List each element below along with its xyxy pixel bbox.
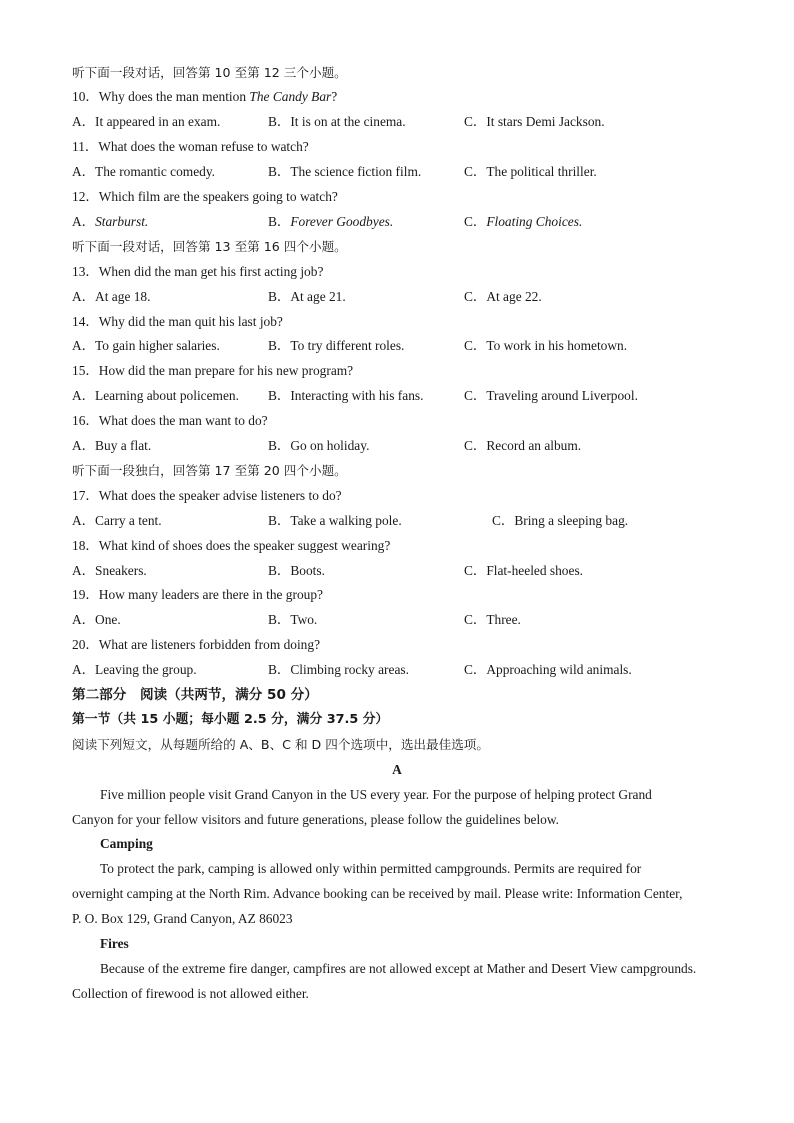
option-b: B．To try different roles.	[268, 338, 405, 354]
question-text: 12．Which film are the speakers going to watch?	[72, 189, 338, 204]
option-a: A．The romantic comedy.	[72, 164, 216, 180]
option-text: Forever Goodbyes.	[290, 213, 394, 229]
instruction-text: 听下面一段对话，回答第 10 至第 12 三个小题。	[72, 64, 347, 80]
option-a: A．Carry a tent.	[72, 512, 162, 528]
question-stem	[72, 487, 754, 505]
question-text: 13．When did the man get his first acting job?	[72, 263, 324, 279]
option-letter: A．	[72, 213, 96, 229]
passage-text: Canyon for your fellow visitors and future generations, please follow the guidelines below.	[72, 811, 560, 827]
option-c: C．The political thriller.	[464, 164, 597, 180]
passage-text: Five million people visit Grand Canyon in the US every year. For the purpose of helping protect Grand	[100, 786, 652, 802]
question-text: 18．What kind of shoes does the speaker suggest wearing?	[72, 537, 391, 553]
question-stem	[72, 88, 754, 106]
option-a: A．It appeared in an exam.	[72, 114, 221, 130]
instruction-text: 听下面一段对话，回答第 13 至第 16 四个小题。	[72, 238, 347, 254]
option-b: B．Take a walking pole.	[268, 512, 402, 528]
instruction-text: 听下面一段独白，回答第 17 至第 20 四个小题。	[72, 462, 347, 478]
passage-text: To protect the park, camping is allowed only within permitted campgrounds. Permits are required for	[100, 861, 642, 877]
option-b: B．At age 21.	[268, 288, 346, 304]
question-text: 15．How did the man prepare for his new program?	[72, 363, 354, 379]
option-c: C．Record an album.	[464, 438, 582, 453]
passage-subtitle: Camping	[100, 836, 153, 852]
question-text: 17．What does the speaker advise listeners to do?	[72, 487, 342, 503]
question-stem	[72, 362, 754, 380]
option-b: B．Two.	[268, 612, 318, 628]
option-c: C．Approaching wild animals.	[464, 662, 632, 678]
passage-text: overnight camping at the North Rim. Advance booking can be received by mail. Please write: Information Center,	[72, 886, 683, 902]
option-a: A．At age 18.	[72, 288, 151, 304]
option-a: A．To gain higher salaries.	[72, 338, 220, 354]
question-text-end: ?	[331, 89, 338, 105]
option-text: Floating Choices.	[486, 213, 583, 229]
option-c: C．At age 22.	[464, 288, 542, 304]
option-c: C．Three.	[464, 612, 521, 628]
passage-subtitle: Fires	[100, 936, 129, 951]
question-stem	[72, 313, 754, 331]
option-b: B．It is on at the cinema.	[268, 114, 406, 130]
option-a: A．Sneakers.	[72, 562, 147, 578]
section-heading: 第一节（共 15 小题；每小题 2.5 分，满分 37.5 分）	[72, 711, 389, 727]
question-text: 16．What does the man want to do?	[72, 413, 268, 429]
question-stem	[72, 586, 754, 604]
question-text: 20．What are listeners forbidden from doing?	[72, 637, 321, 653]
option-a: A．Buy a flat.	[72, 438, 152, 453]
option-b: B．Boots.	[268, 562, 325, 578]
option-a: A．One.	[72, 612, 121, 628]
instruction-text: 阅读下列短文，从每题所给的 A、B、C 和 D 四个选项中，选出最佳选项。	[72, 736, 489, 752]
question-text: 19．How many leaders are there in the group?	[72, 587, 323, 603]
question-italic-title: The Candy Bar	[249, 89, 332, 105]
passage-text: P. O. Box 129, Grand Canyon, AZ 86023	[72, 911, 293, 927]
passage-text: Collection of firewood is not allowed either.	[72, 985, 309, 1001]
option-a: A．Leaving the group.	[72, 662, 197, 678]
option-c: C．Traveling around Liverpool.	[464, 388, 638, 404]
question-text: 10．Why does the man mention	[72, 89, 250, 105]
question-stem	[72, 537, 754, 555]
option-letter: B．	[268, 213, 291, 229]
option-c: C．It stars Demi Jackson.	[464, 114, 605, 130]
option-b: B．Interacting with his fans.	[268, 388, 424, 404]
option-b: B．Go on holiday.	[268, 438, 370, 453]
option-letter: C．	[464, 213, 487, 229]
option-b	[268, 213, 393, 231]
question-text: 11．What does the woman refuse to watch?	[72, 139, 309, 155]
option-b: B．The science fiction film.	[268, 164, 422, 180]
option-c	[464, 213, 582, 231]
option-a	[72, 213, 148, 231]
option-c: C．Bring a sleeping bag.	[492, 512, 629, 528]
passage-text: Because of the extreme fire danger, campfires are not allowed except at Mather and Desert View campgrounds.	[100, 960, 697, 976]
passage-label: A	[392, 761, 402, 777]
question-text: 14．Why did the man quit his last job?	[72, 313, 283, 329]
question-stem	[72, 188, 754, 206]
question-stem	[72, 636, 754, 654]
option-a: A．Learning about policemen.	[72, 388, 239, 404]
part-heading: 第二部分 阅读（共两节，满分 50 分）	[72, 687, 318, 703]
option-b: B．Climbing rocky areas.	[268, 662, 409, 678]
question-stem	[72, 412, 754, 430]
option-text: Starburst.	[95, 213, 149, 229]
question-stem	[72, 263, 754, 281]
option-c: C．To work in his hometown.	[464, 338, 628, 354]
question-stem	[72, 138, 754, 156]
option-c: C．Flat-heeled shoes.	[464, 562, 584, 578]
